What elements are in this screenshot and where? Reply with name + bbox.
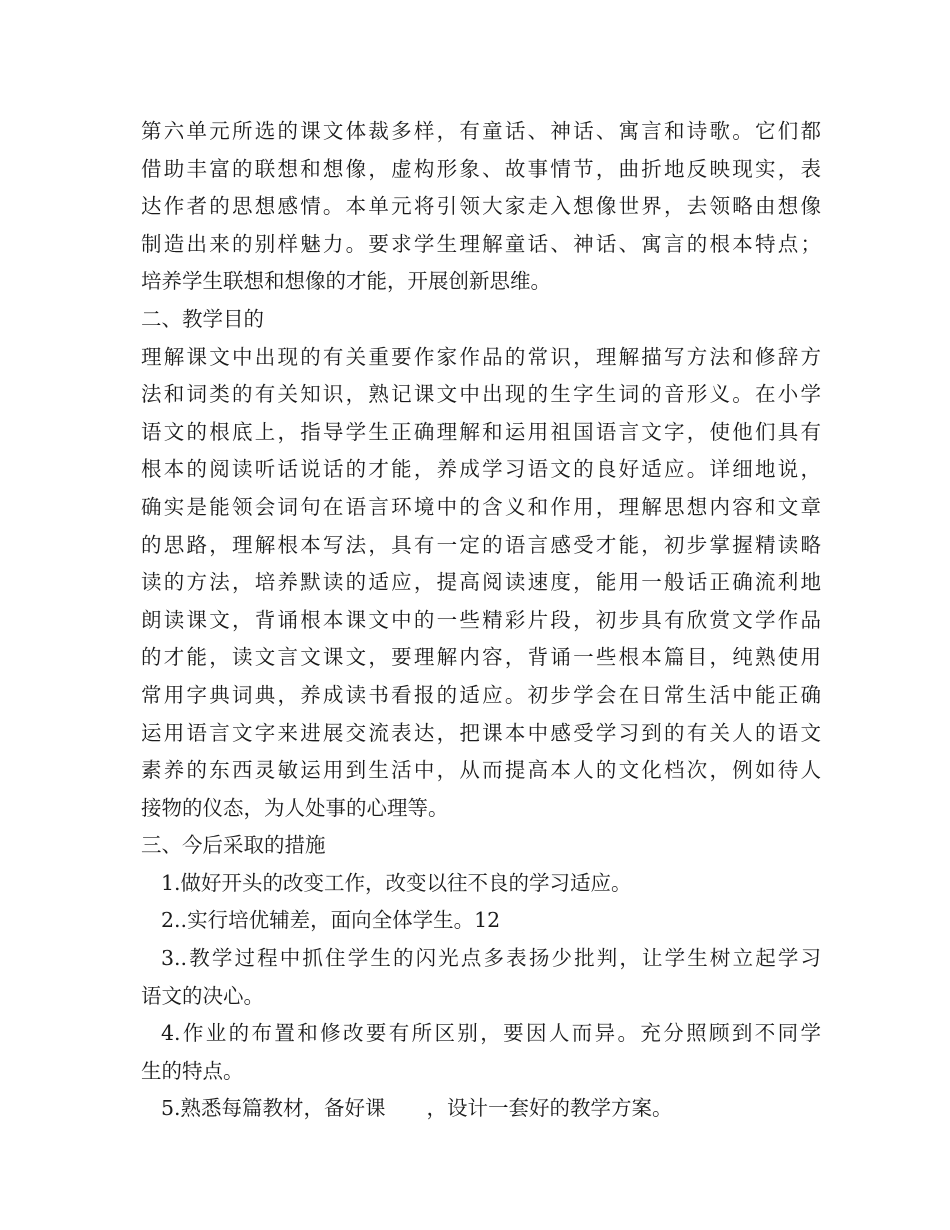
objectives-line: 常用字典词典，养成读书看报的适应。初步学会在日常生活中能正确 [141, 682, 821, 707]
intro-line: 第六单元所选的课文体裁多样，有童话、神话、寓言和诗歌。它们都 [141, 119, 821, 143]
measure-item-1: 1.做好开头的改变工作，改变以往不良的学习适应。 [161, 870, 632, 895]
measure-item-3-continued: 语文的决心。 [141, 983, 264, 1008]
intro-line: 培养学生联想和想像的才能，开展创新思维。 [141, 269, 551, 294]
measure-item-4: 4.作业的布置和修改要有所区别，要因人而异。充分照顾到不同学 [161, 1021, 821, 1046]
section-heading-measures: 三、今后采取的措施 [141, 833, 326, 858]
objectives-line: 确实是能领会词句在语言环境中的含义和作用，理解思想内容和文章 [141, 494, 821, 519]
measure-item-5: 5.熟悉每篇教材，备好课 ，设计一套好的教学方案。 [161, 1096, 673, 1121]
section-heading-objectives: 二、教学目的 [141, 306, 264, 331]
objectives-line: 的才能，读文言文课文，要理解内容，背诵一些根本篇目，纯熟使用 [141, 645, 821, 670]
objectives-line: 运用语言文字来进展交流表达，把课本中感受学习到的有关人的语文 [141, 720, 821, 745]
objectives-line: 理解课文中出现的有关重要作家作品的常识，理解描写方法和修辞方 [141, 344, 821, 369]
objectives-line: 接物的仪态，为人处事的心理等。 [141, 795, 449, 820]
objectives-line: 的思路，理解根本写法，具有一定的语言感受才能，初步掌握精读略 [141, 532, 821, 557]
objectives-line: 素养的东西灵敏运用到生活中，从而提高本人的文化档次，例如待人 [141, 758, 821, 783]
measure-item-4-continued: 生的特点。 [141, 1058, 244, 1083]
objectives-line: 法和词类的有关知识，熟记课文中出现的生字生词的音形义。在小学 [141, 382, 821, 407]
intro-line: 制造出来的别样魅力。要求学生理解童话、神话、寓言的根本特点； [141, 231, 821, 256]
measure-item-2: 2..实行培优辅差，面向全体学生。12 [161, 908, 501, 933]
document-body [141, 113, 821, 1128]
objectives-line: 读的方法，培养默读的适应，提高阅读速度，能用一般话正确流利地 [141, 570, 821, 595]
measure-item-3: 3..教学过程中抓住学生的闪光点多表扬少批判，让学生树立起学习 [161, 946, 821, 971]
objectives-line: 朗读课文，背诵根本课文中的一些精彩片段，初步具有欣赏文学作品 [141, 607, 821, 632]
objectives-line: 语文的根底上，指导学生正确理解和运用祖国语言文字，使他们具有 [141, 419, 821, 444]
intro-line: 借助丰富的联想和想像，虚构形象、故事情节，曲折地反映现实，表 [141, 156, 821, 181]
intro-line: 达作者的思想感情。本单元将引领大家走入想像世界，去领略由想像 [141, 194, 821, 219]
objectives-line: 根本的阅读听话说话的才能，养成学习语文的良好适应。详细地说， [141, 457, 821, 482]
